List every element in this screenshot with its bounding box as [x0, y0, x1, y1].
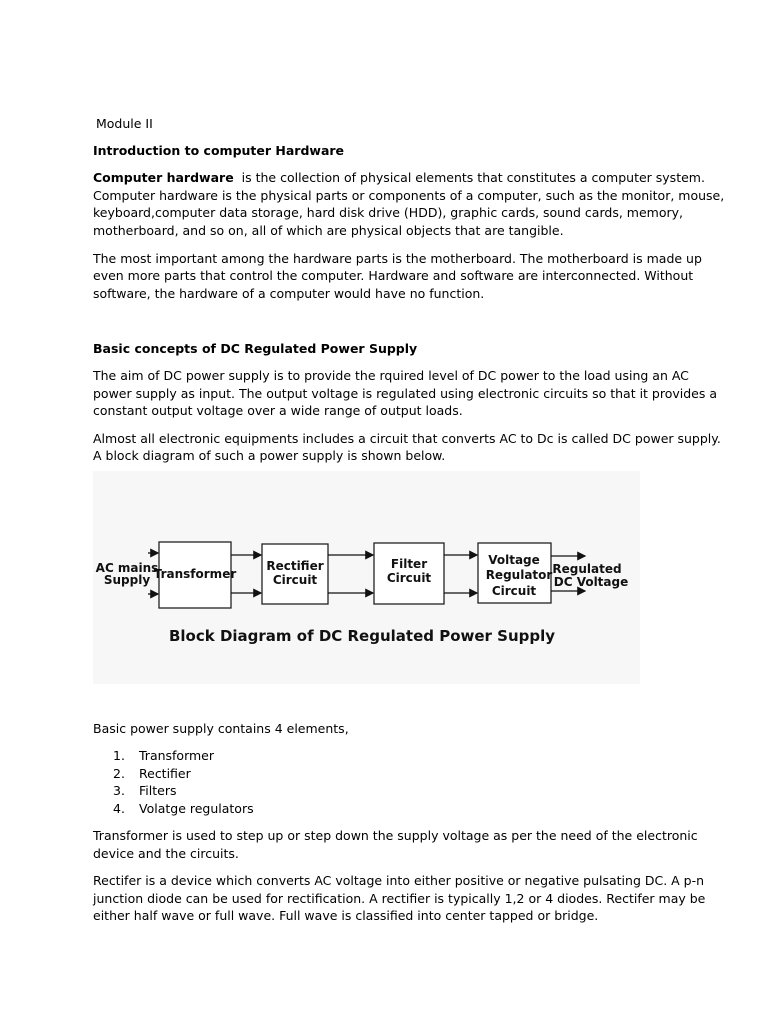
ac-mains-label-line1: AC mains [95, 561, 159, 575]
para6-line1: Rectifer is a device which converts AC voltage into either positive or negative pulsating DC. A p-n [93, 873, 705, 888]
filter-label-line1: Filter [390, 557, 428, 571]
list-item [113, 747, 214, 765]
regulator-label-line3: Circuit [491, 584, 537, 598]
block-diagram-figure [93, 471, 640, 684]
list-item-number: 2. [113, 766, 125, 781]
regulated-label-line2: DC Voltage [553, 575, 629, 589]
para5-line1: Transformer is used to step up or step down the supply voltage as per the need of the electronic [93, 828, 698, 843]
regulated-label-line1: Regulated [552, 562, 622, 576]
para3-line2: power supply as input. The output voltage is regulated using electronic circuits so that it provides a [93, 386, 718, 401]
rectifier-label-line2: Circuit [272, 573, 318, 587]
para1-line3: keyboard,computer data storage, hard disk drive (HDD), graphic cards, sound cards, memory, [93, 205, 683, 220]
list-item-number: 4. [113, 801, 125, 816]
para2-line2: even more parts that control the computer. Hardware and software are interconnected. Without [93, 268, 694, 283]
para2-line1: The most important among the hardware parts is the motherboard. The motherboard is made up [93, 251, 702, 266]
block-diagram-svg [93, 471, 640, 684]
dc-heading: Basic concepts of DC Regulated Power Supply [93, 341, 418, 356]
ac-mains-label-line2: Supply [103, 573, 151, 587]
diagram-caption: Block Diagram of DC Regulated Power Supply [168, 627, 556, 645]
para1-line1 [93, 169, 705, 187]
para3-line1: The aim of DC power supply is to provide the rquired level of DC power to the load using an AC [93, 368, 689, 383]
list-item-number: 1. [113, 748, 125, 763]
transformer-label: Transformer [153, 567, 237, 581]
intro-heading: Introduction to computer Hardware [93, 143, 345, 158]
list-item-label: Filters [139, 783, 177, 798]
para1-line4: motherboard, and so on, all of which are physical objects that are tangible. [93, 223, 564, 238]
para6-line3: either half wave or full wave. Full wave is classified into center tapped or bridge. [93, 908, 599, 923]
list-item [113, 782, 176, 800]
list-item-number: 3. [113, 783, 125, 798]
list-item-label: Volatge regulators [139, 801, 254, 816]
rectifier-label-line1: Rectifier [266, 559, 324, 573]
para5-line2: device and the circuits. [93, 846, 239, 861]
elements-intro: Basic power supply contains 4 elements, [93, 721, 349, 736]
list-item-label: Transformer [139, 748, 215, 763]
para6-line2: junction diode can be used for rectification. A rectifier is typically 1,2 or 4 diodes. Rectifer may be [93, 891, 706, 906]
filter-label-line2: Circuit [386, 571, 432, 585]
para3-line3: constant output voltage over a wide range of output loads. [93, 403, 463, 418]
para2-line3: software, the hardware of a computer would have no function. [93, 286, 485, 301]
regulator-label-line1: Voltage [488, 553, 540, 567]
module-title: Module II [96, 116, 153, 131]
regulator-label-line2: Regulator [485, 568, 553, 582]
para1-line2: Computer hardware is the physical parts or components of a computer, such as the monitor, mouse, [93, 188, 725, 203]
para4-line1: Almost all electronic equipments includes a circuit that converts AC to Dc is called DC power supply. [93, 431, 721, 446]
para1-line1-rest: is the collection of physical elements that constitutes a computer system. [233, 170, 705, 185]
list-item-label: Rectifier [139, 766, 191, 781]
term-computer-hardware: Computer hardware [93, 170, 234, 185]
list-item [113, 765, 191, 783]
para4-line2: A block diagram of such a power supply is shown below. [93, 448, 446, 463]
list-item [113, 800, 254, 818]
